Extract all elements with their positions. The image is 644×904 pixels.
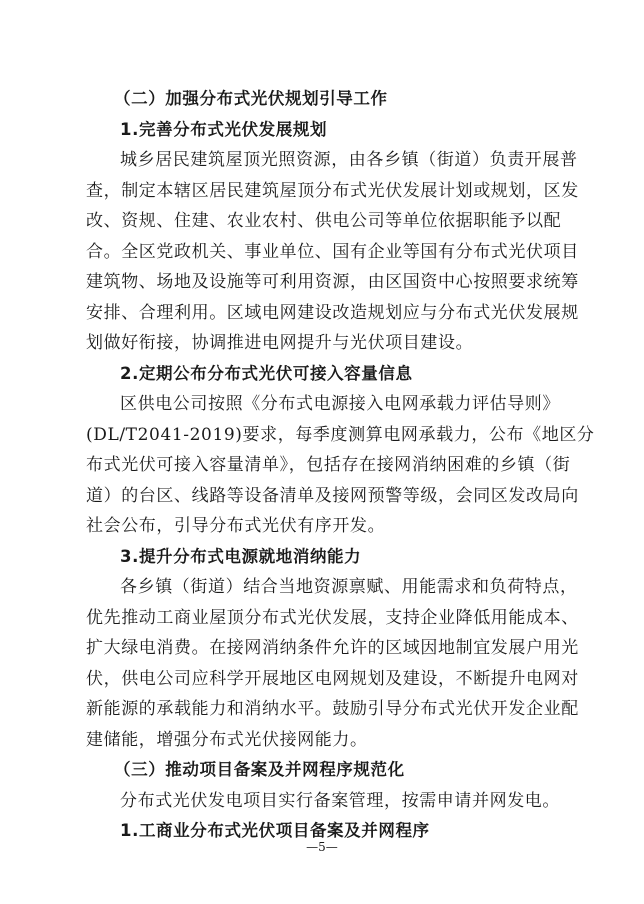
paragraph-line: 合。全区党政机关、事业单位、国有企业等国有分布式光伏项目 [86, 241, 579, 262]
section-heading-3: （三）推动项目备案及并网程序规范化 [114, 760, 405, 779]
paragraph-line: 新能源的承载能力和消纳水平。鼓励引导分布式光伏开发企业配 [86, 699, 579, 719]
page-number: —5— [306, 840, 338, 854]
body-text [86, 84, 595, 847]
paragraph-line: (DL/T2041-2019)要求，每季度测算电网承载力，公布《地区分 [86, 424, 595, 445]
paragraph-line: 安排、合理利用。区域电网建设改造规划应与分布式光伏发展规 [86, 302, 579, 323]
subsection-heading-1: 1.完善分布式光伏发展规划 [120, 119, 328, 139]
subsection-heading-2: 2.定期公布分布式光伏可接入容量信息 [120, 363, 413, 383]
paragraph-line: 建筑物、场地及设施等可利用资源，由区国资中心按照要求统筹 [86, 272, 579, 292]
paragraph-line: 城乡居民建筑屋顶光照资源，由各乡镇（街道）负责开展普 [120, 150, 578, 170]
paragraph-line: 社会公布，引导分布式光伏有序开发。 [86, 516, 386, 536]
paragraph-line: 道）的台区、线路等设备清单及接网预警等级，会同区发改局向 [86, 485, 579, 506]
section-heading-2: （二）加强分布式光伏规划引导工作 [114, 89, 388, 108]
paragraph-line: 优先推动工商业屋顶分布式光伏发展，支持企业降低用能成本、 [86, 607, 579, 628]
paragraph-line: 建储能，增强分布式光伏接网能力。 [86, 729, 368, 750]
paragraph-line: 分布式光伏发电项目实行备案管理，按需申请并网发电。 [120, 790, 560, 811]
paragraph-line: 布式光伏可接入容量清单》，包括存在接网消纳困难的乡镇（街 [86, 455, 571, 475]
paragraph-line: 伏，供电公司应科学开展地区电网规划及建设，不断提升电网对 [86, 668, 579, 689]
paragraph-line: 各乡镇（街道）结合当地资源禀赋、用能需求和负荷特点， [120, 577, 578, 597]
paragraph-line: 改、资规、住建、农业农村、供电公司等单位依据职能予以配 [86, 211, 562, 231]
subsection-heading-3: 3.提升分布式电源就地消纳能力 [120, 546, 362, 566]
subsection-heading-4: 1.工商业分布式光伏项目备案及并网程序 [120, 821, 430, 840]
paragraph-line: 扩大绿电消费。在接网消纳条件允许的区域因地制宜发展户用光 [86, 638, 579, 658]
paragraph-line: 区供电公司按照《分布式电源接入电网承载力评估导则》 [120, 394, 560, 414]
paragraph-line: 划做好衔接，协调推进电网提升与光伏项目建设。 [86, 333, 474, 353]
paragraph-line: 查，制定本辖区居民建筑屋顶分布式光伏发展计划或规划，区发 [86, 180, 579, 201]
